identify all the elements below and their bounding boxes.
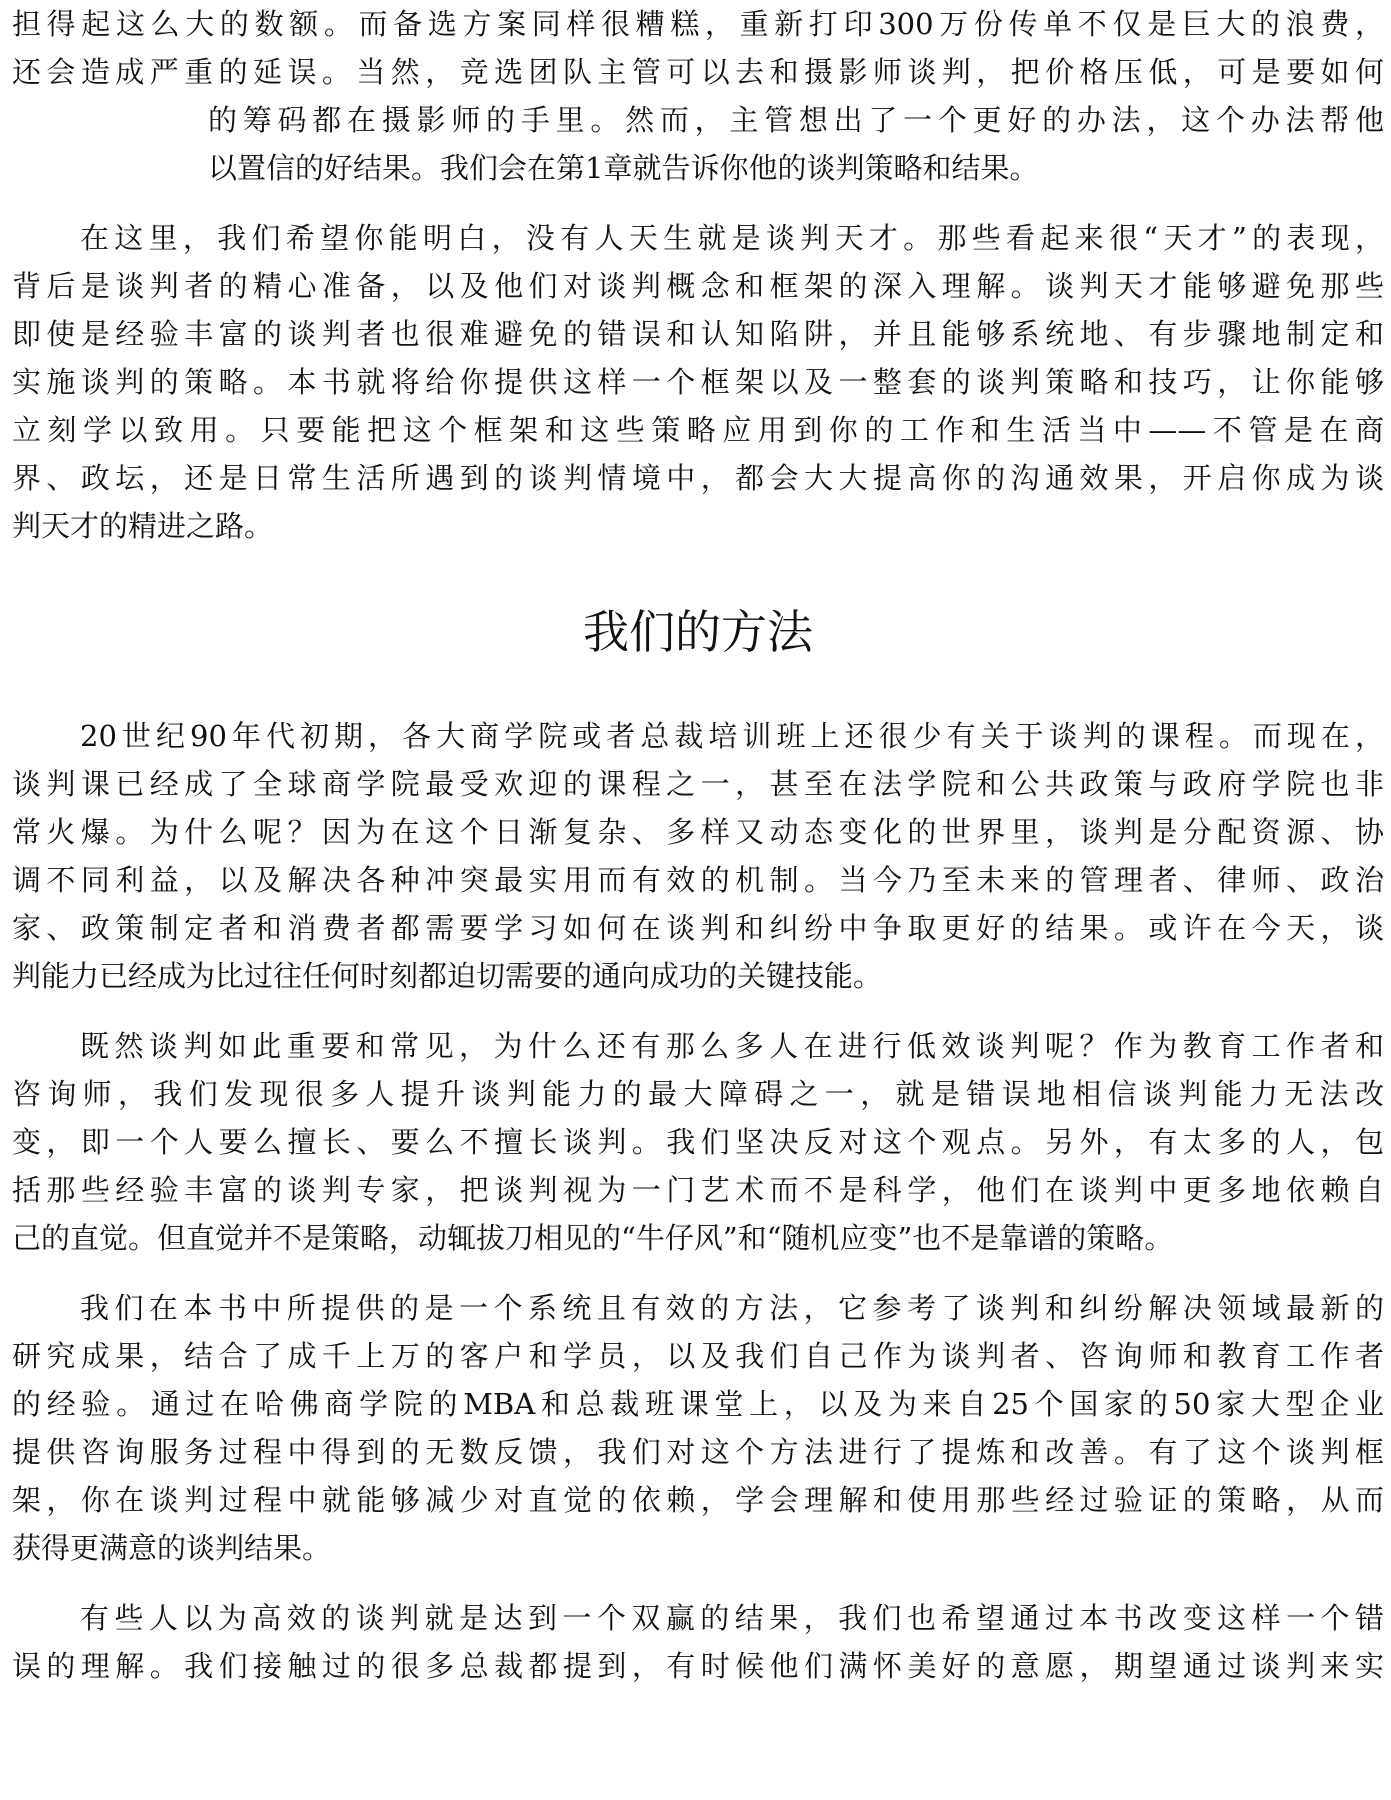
- text-line: 背后是谈判者的精心准备，以及他们对谈判概念和框架的深入理解。谈判天才能够避免那些: [12, 269, 1384, 303]
- text-line: 的筹码都在摄影师的手里。然而，主管想出了一个更好的办法，这个办法帮他: [208, 103, 1384, 137]
- text-line: 判天才的精进之路。: [12, 509, 274, 543]
- 1990s-paragraph: [12, 712, 1384, 1000]
- text-line: 括那些经验丰富的谈判专家，把谈判视为一门艺术而不是科学，他们在谈判中更多地依赖自: [12, 1173, 1384, 1207]
- text-line: 界、政坛，还是日常生活所遇到的谈判情境中，都会大大提高你的沟通效果，开启你成为谈: [12, 461, 1384, 495]
- text-line: 有些人以为高效的谈判就是达到一个双赢的结果，我们也希望通过本书改变这样一个错: [80, 1601, 1384, 1635]
- winwin-paragraph: [12, 1594, 1384, 1690]
- text-line: 还会造成严重的延误。当然，竞选团队主管可以去和摄影师谈判，把价格压低，可是要如何: [12, 55, 1384, 89]
- text-line: 判能力已经成为比过往任何时刻都迫切需要的通向成功的关键技能。: [12, 959, 883, 993]
- section-heading: 我们的方法: [583, 605, 813, 659]
- text-line: 咨询师，我们发现很多人提升谈判能力的最大障碍之一，就是错误地相信谈判能力无法改: [12, 1077, 1384, 1111]
- text-line: 己的直觉。但直觉并不是策略，动辄拔刀相见的“牛仔风”和“随机应变”也不是靠谱的策略。: [12, 1221, 1174, 1255]
- genius-paragraph: [12, 214, 1384, 550]
- text-line: 架，你在谈判过程中就能够减少对直觉的依赖，学会理解和使用那些经过验证的策略，从而: [12, 1483, 1384, 1517]
- text-line: 我们在本书中所提供的是一个系统且有效的方法，它参考了谈判和纠纷解决领域最新的: [80, 1291, 1384, 1325]
- text-line: 研究成果，结合了成千上万的客户和学员，以及我们自己作为谈判者、咨询师和教育工作者: [12, 1339, 1384, 1373]
- text-line: 实施谈判的策略。本书就将给你提供这样一个框架以及一整套的谈判策略和技巧，让你能够: [12, 365, 1384, 399]
- text-line: 即使是经验丰富的谈判者也很难避免的错误和认知陷阱，并且能够系统地、有步骤地制定和: [12, 317, 1384, 351]
- text-line: 既然谈判如此重要和常见，为什么还有那么多人在进行低效谈判呢？作为教育工作者和: [80, 1029, 1384, 1063]
- text-line: 以置信的好结果。我们会在第1章就告诉你他的谈判策略和结果。: [208, 151, 1039, 185]
- method-paragraph: [12, 1284, 1384, 1572]
- text-line: 20世纪90年代初期，各大商学院或者总裁培训班上还很少有关于谈判的课程。而现在，: [80, 719, 1384, 753]
- text-line: 误的理解。我们接触过的很多总裁都提到，有时候他们满怀美好的意愿，期望通过谈判来实: [12, 1649, 1384, 1683]
- text-line: 获得更满意的谈判结果。: [12, 1531, 332, 1565]
- text-line: 调不同利益，以及解决各种冲突最实用而有效的机制。当今乃至未来的管理者、律师、政治: [12, 863, 1384, 897]
- text-line: 变，即一个人要么擅长、要么不擅长谈判。我们坚决反对这个观点。另外，有太多的人，包: [12, 1125, 1384, 1159]
- text-line: 在这里，我们希望你能明白，没有人天生就是谈判天才。那些看起来很“天才”的表现，: [80, 221, 1384, 255]
- intro-fragment-paragraph: [12, 0, 1384, 192]
- text-line: 立刻学以致用。只要能把这个框架和这些策略应用到你的工作和生活当中——不管是在商: [12, 413, 1384, 447]
- text-line: 担得起这么大的数额。而备选方案同样很糟糕，重新打印300万份传单不仅是巨大的浪费，: [12, 7, 1384, 41]
- text-line: 谈判课已经成了全球商学院最受欢迎的课程之一，甚至在法学院和公共政策与政府学院也非: [12, 767, 1384, 801]
- text-line: 常火爆。为什么呢？因为在这个日渐复杂、多样又动态变化的世界里，谈判是分配资源、协: [12, 815, 1384, 849]
- text-line: 提供咨询服务过程中得到的无数反馈，我们对这个方法进行了提炼和改善。有了这个谈判框: [12, 1435, 1384, 1469]
- obstacle-paragraph: [12, 1022, 1384, 1262]
- book-page: [12, 0, 1384, 1712]
- text-line: 的经验。通过在哈佛商学院的MBA和总裁班课堂上，以及为来自25个国家的50家大型企业: [12, 1387, 1384, 1421]
- text-line: 家、政策制定者和消费者都需要学习如何在谈判和纠纷中争取更好的结果。或许在今天，谈: [12, 911, 1384, 945]
